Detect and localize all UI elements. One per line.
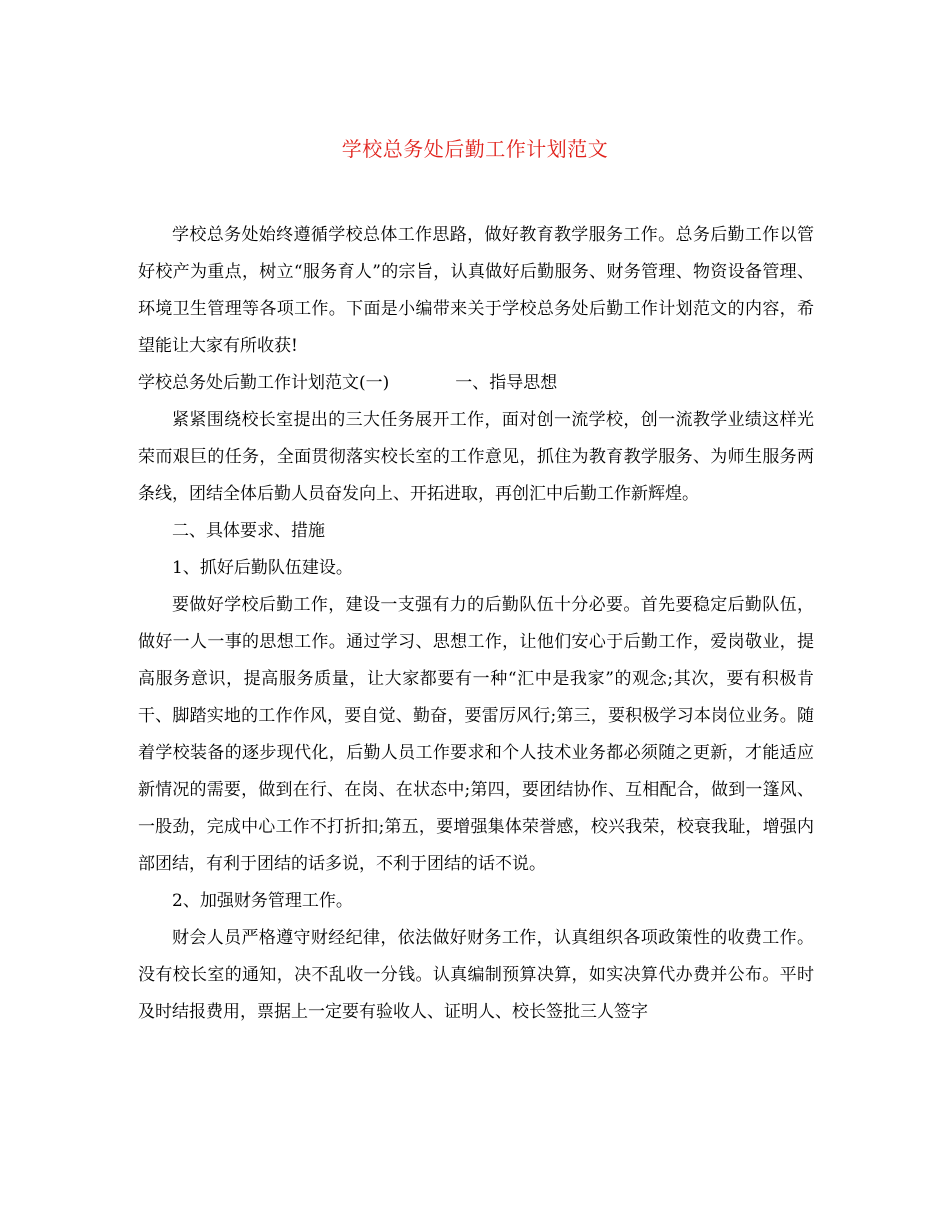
- guidance-paragraph: 紧紧围绕校长室提出的三大任务展开工作，面对创一流学校，创一流教学业绩这样光荣而艰巨的任务，全面贯彻落实校长室的工作意见，抓住为教育教学服务、为师生服务两条线，团结全体后勤人员奋发向上、开拓进取，再创汇中后勤工作新辉煌。: [138, 410, 814, 504]
- document-body: [138, 217, 814, 1031]
- section-heading: 学校总务处后勤工作计划范文(一): [138, 373, 390, 393]
- heading-requirements: 二、具体要求、措施: [172, 521, 325, 541]
- heading-guidance: 一、指导思想: [455, 373, 558, 393]
- item-two-paragraph: 财会人员严格遵守财经纪律，依法做好财务工作，认真组织各项政策性的收费工作。没有校长室的通知，决不乱收一分钱。认真编制预算决算，如实决算代办费并公布。平时及时结报费用，票据上一定要有验收人、证明人、校长签批三人签字: [138, 928, 814, 1022]
- item-one-title: 1、抓好后勤队伍建设。: [172, 558, 353, 578]
- item-two-title: 2、加强财务管理工作。: [172, 891, 353, 911]
- section-heading-line: [138, 365, 814, 402]
- document-title: 学校总务处后勤工作计划范文: [341, 137, 609, 161]
- item-one-paragraph: 要做好学校后勤工作，建设一支强有力的后勤队伍十分必要。首先要稳定后勤队伍，做好一人一事的思想工作。通过学习、思想工作，让他们安心于后勤工作，爱岗敬业，提高服务意识，提高服务质量，让大家都要有一种“汇中是我家”的观念;其次，要有积极肯干、脚踏实地的工作作风，要自觉、勤奋，要雷厉风行;第三，要积极学习本岗位业务。随着学校装备的逐步现代化，后勤人员工作要求和个人技术业务都必须随之更新，才能适应新情况的需要，做到在行、在岗、在状态中;第四，要团结协作、互相配合，做到一篷风、一股劲，完成中心工作不打折扣;第五，要增强集体荣誉感，校兴我荣，校衰我耻，增强内部团结，有利于团结的话多说，不利于团结的话不说。: [138, 595, 814, 874]
- intro-paragraph: 学校总务处始终遵循学校总体工作思路，做好教育教学服务工作。总务后勤工作以管好校产为重点，树立“服务育人”的宗旨，认真做好后勤服务、财务管理、物资设备管理、环境卫生管理等各项工作。下面是小编带来关于学校总务处后勤工作计划范文的内容，希望能让大家有所收获!: [138, 225, 814, 356]
